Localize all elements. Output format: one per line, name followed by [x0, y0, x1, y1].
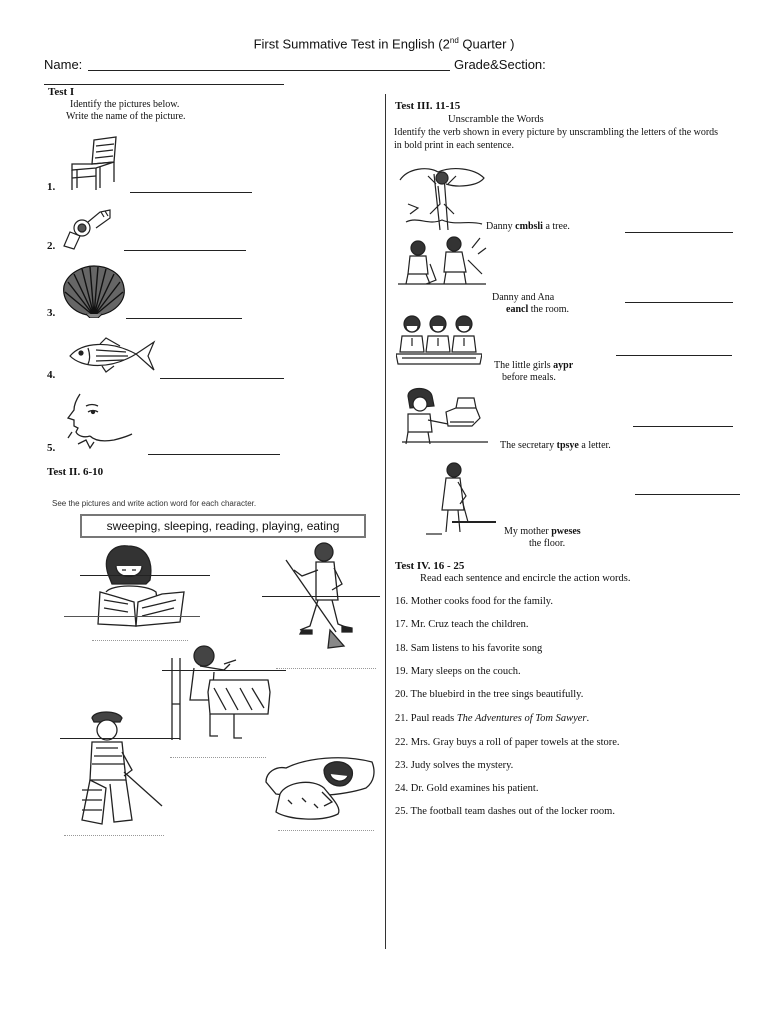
test3-instruction: Identify the verb shown in every picture by unscrambling the letters of the words in bold print in each sentence. — [394, 127, 719, 151]
scrambled-word: tpsye — [556, 440, 579, 451]
test2-title: Test II. 6-10 — [47, 466, 104, 478]
item21-text: 21. Paul reads — [395, 713, 457, 724]
test2-answer-blank-2[interactable] — [262, 596, 380, 597]
test1-instruction-1: Identify the pictures below. — [70, 99, 180, 110]
test2-dotted-line-1 — [92, 640, 188, 641]
item21-end: . — [586, 713, 590, 724]
test1-item-number: 1. — [47, 181, 56, 193]
wristwatch-icon — [60, 206, 116, 250]
sentence-pre: Danny — [486, 221, 516, 232]
test2-baseline-1 — [64, 616, 200, 617]
seashell-icon — [60, 264, 128, 318]
test1-item-number: 3. — [47, 307, 56, 319]
sentence-post: the room. — [528, 304, 570, 315]
test3-subtitle: Unscramble the Words — [448, 114, 544, 125]
test3-answer-blank-3[interactable] — [616, 355, 732, 356]
test4-title: Test IV. 16 - 25 — [395, 560, 465, 572]
sentence-post: a tree. — [542, 221, 570, 232]
sentence-line-1 — [500, 440, 611, 452]
test4-item-17: 17. Mr. Cruz teach the children. — [395, 619, 529, 630]
test1-answer-blank-5[interactable] — [148, 454, 280, 455]
test4-item-23: 23. Judy solves the mystery. — [395, 760, 514, 771]
sentence-line-1 — [494, 360, 573, 372]
test1-title: Test I — [48, 86, 75, 98]
sentence-pre: My mother — [504, 526, 552, 537]
fish-icon — [66, 336, 158, 376]
test2-answer-blank-4[interactable] — [60, 738, 180, 739]
typing-secretary-icon — [398, 386, 492, 446]
test4-item-22: 22. Mrs. Gray buys a roll of paper towels at the store. — [395, 737, 620, 748]
sentence-line-2 — [492, 304, 569, 316]
chair-icon — [60, 134, 122, 192]
climbing-tree-icon — [398, 164, 488, 232]
grade-section-blank[interactable] — [44, 84, 284, 85]
sentence-pre: Danny and Ana — [492, 292, 555, 303]
page-title — [0, 36, 768, 51]
sentence-line-1 — [504, 526, 581, 538]
scrambled-word: cmbsli — [515, 221, 543, 232]
test2-answer-blank-3[interactable] — [162, 670, 286, 671]
test4-item-21 — [395, 713, 589, 724]
cricket-player-icon — [62, 708, 166, 830]
scrambled-word: aypr — [553, 360, 574, 371]
test2-dotted-line-2 — [276, 668, 376, 669]
test3-answer-blank-2[interactable] — [625, 302, 733, 303]
test2-dotted-line-3 — [170, 757, 266, 758]
column-divider — [385, 94, 386, 949]
test3-title: Test III. 11-15 — [395, 100, 461, 112]
name-label: Name: — [44, 57, 83, 72]
eating-boy-icon — [164, 644, 274, 744]
test1-item-number: 4. — [47, 369, 56, 381]
test1-item-number: 2. — [47, 240, 56, 252]
test3-sentence-4 — [500, 440, 611, 452]
test3-answer-blank-1[interactable] — [625, 232, 733, 233]
sweeping-mother-icon — [412, 460, 500, 540]
test2-instruction: See the pictures and write action word for each character. — [52, 499, 257, 508]
test4-item-19: 19. Mary sleeps on the couch. — [395, 666, 521, 677]
test3-sentence-5 — [504, 526, 581, 550]
reading-girl-icon — [88, 544, 188, 636]
scrambled-word: pweses — [551, 526, 581, 537]
test4-item-24: 24. Dr. Gold examines his patient. — [395, 783, 539, 794]
test2-dotted-line-4 — [64, 835, 164, 836]
scrambled-word: eancl — [506, 304, 529, 315]
test1-instruction-2: Write the name of the picture. — [66, 111, 186, 122]
sentence-post: a letter. — [578, 440, 611, 451]
title-suffix: Quarter ) — [458, 36, 515, 52]
word-box — [80, 514, 366, 538]
test1-answer-blank-4[interactable] — [160, 378, 284, 379]
praying-girls-icon — [396, 312, 482, 368]
test3-sentence-3 — [494, 360, 573, 384]
test3-answer-blank-4[interactable] — [633, 426, 733, 427]
sentence-post: the floor. — [529, 538, 566, 549]
sentence-post: before meals. — [502, 372, 556, 383]
test2-dotted-line-5 — [278, 830, 374, 831]
test1-answer-blank-3[interactable] — [126, 318, 242, 319]
sentence-pre: The secretary — [500, 440, 557, 451]
test3-sentence-1 — [486, 221, 570, 232]
sleeping-girl-icon — [262, 752, 380, 824]
test4-item-20: 20. The bluebird in the tree sings beautifully. — [395, 689, 584, 700]
test4-item-18: 18. Sam listens to his favorite song — [395, 643, 543, 654]
word-box-text: sweeping, sleeping, reading, playing, eating — [106, 519, 340, 533]
name-blank[interactable] — [88, 70, 450, 71]
test1-answer-blank-2[interactable] — [124, 250, 246, 251]
cleaning-room-icon — [396, 234, 490, 292]
title-superscript: nd — [449, 36, 459, 45]
face-profile-icon — [64, 392, 134, 452]
test2-answer-blank-1[interactable] — [80, 575, 210, 576]
test4-instruction: Read each sentence and encircle the action words. — [420, 573, 631, 584]
test1-answer-blank-1[interactable] — [130, 192, 252, 193]
title-prefix: First Summative Test in English (2 — [253, 36, 450, 52]
sentence-pre: The little girls — [494, 360, 554, 371]
test3-answer-blank-5[interactable] — [635, 494, 740, 495]
test4-item-25: 25. The football team dashes out of the locker room. — [395, 806, 615, 817]
sweeping-boy-icon — [272, 540, 356, 656]
grade-section-label: Grade&Section: — [454, 57, 546, 72]
test3-sentence-2 — [492, 292, 569, 316]
test4-item-16: 16. Mother cooks food for the family. — [395, 596, 553, 607]
test1-item-number: 5. — [47, 442, 56, 454]
item21-book-title: The Adventures of Tom Sawyer — [456, 713, 587, 724]
